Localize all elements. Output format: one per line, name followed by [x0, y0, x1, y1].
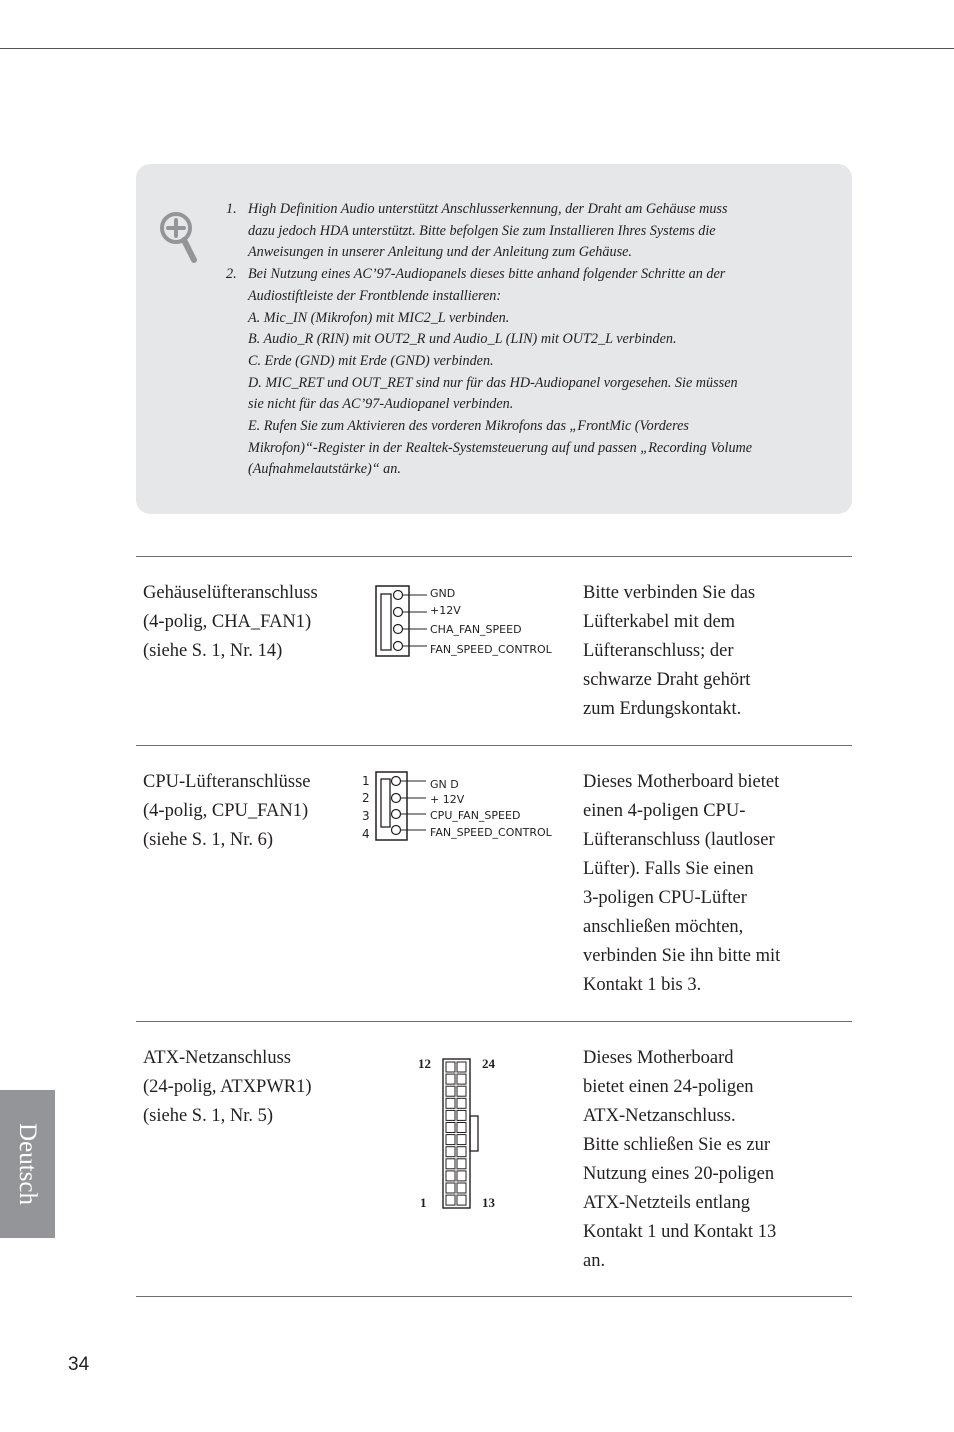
desc-line: Kontakt 1 und Kontakt 13 [583, 1222, 777, 1242]
desc-line: verbinden Sie ihn bitte mit [583, 946, 781, 966]
note-line: Anweisungen in unserer Anleitung und der Anleitung zum Gehäuse. [248, 244, 632, 261]
note-list [226, 199, 786, 481]
note-item [226, 199, 786, 264]
section-rule [136, 1296, 852, 1297]
note-line: C. Erde (GND) mit Erde (GND) verbinden. [248, 352, 494, 369]
pin-label-fan-speed: CPU_FAN_SPEED [430, 809, 521, 822]
note-line: B. Audio_R (RIN) mit OUT2_R und Audio_L (LIN) mit OUT2_L verbinden. [248, 331, 677, 348]
title-line: (4-polig, CHA_FAN1) [143, 612, 312, 632]
atx-pin [446, 1135, 455, 1145]
atx-pin [446, 1195, 455, 1205]
note-line: dazu jedoch HDA unterstützt. Bitte befolgen Sie zum Installieren Ihres Systems die [248, 222, 716, 239]
desc-line: Lüfteranschluss; der [583, 641, 734, 661]
note-line: A. Mic_IN (Mikrofon) mit MIC2_L verbinden. [248, 309, 510, 326]
atx-pin [457, 1171, 466, 1181]
note-item-number: 2. [226, 266, 237, 283]
atx-pin [446, 1147, 455, 1157]
atx-pin [457, 1098, 466, 1108]
note-line: sie nicht für das AC’97-Audiopanel verbinden. [248, 396, 514, 413]
note-line: Mikrofon)“-Register in der Realtek-Systemsteuerung auf und passen „Recording Volume [248, 439, 753, 456]
cha-fan-description [583, 579, 798, 724]
section-rule [136, 1021, 852, 1022]
atx-pin [457, 1074, 466, 1084]
title-line: Gehäuselüfteranschluss [143, 583, 318, 603]
desc-line: zum Erdungskontakt. [583, 699, 742, 719]
atx-pin [457, 1086, 466, 1096]
pin-number: 2 [362, 791, 370, 805]
note-box [136, 164, 852, 514]
atx-pin [457, 1195, 466, 1205]
atx-pin [457, 1135, 466, 1145]
pin-number: 4 [362, 827, 370, 841]
atx-pin [446, 1110, 455, 1120]
cpu-fan-connector-diagram [358, 770, 568, 844]
pin-label-fan-control: FAN_SPEED_CONTROL [430, 826, 552, 839]
atx-pin [457, 1183, 466, 1193]
language-side-tab [0, 1090, 55, 1238]
desc-line: Nutzung eines 20-poligen [583, 1164, 775, 1184]
desc-line: Bitte verbinden Sie das [583, 583, 756, 603]
pin-number-12: 12 [418, 1056, 431, 1071]
desc-line: Lüfter). Falls Sie einen [583, 859, 754, 879]
title-line: (siehe S. 1, Nr. 6) [143, 830, 273, 850]
pin-number-13: 13 [482, 1195, 495, 1210]
pin-number: 3 [362, 809, 370, 823]
title-line: CPU-Lüfteranschlüsse [143, 772, 311, 792]
title-line: ATX-Netzanschluss [143, 1048, 291, 1068]
atx-pin [457, 1062, 466, 1072]
pin-label-fan-control: FAN_SPEED_CONTROL [430, 643, 552, 656]
note-item-number: 1. [226, 201, 237, 217]
atx-pin [446, 1171, 455, 1181]
section-rule [136, 556, 852, 557]
page-number: 34 [68, 1354, 90, 1375]
pin-number-24: 24 [482, 1056, 495, 1071]
atx-pin [446, 1086, 455, 1096]
desc-line: ATX-Netzteils entlang [583, 1193, 750, 1213]
atx-pin [446, 1074, 455, 1084]
atx-pin-grid [446, 1062, 466, 1205]
desc-line: an. [583, 1251, 606, 1271]
atx-pin [446, 1098, 455, 1108]
cpu-fan-description [583, 768, 798, 1000]
desc-line: 3-poligen CPU-Lüfter [583, 888, 747, 908]
desc-line: ATX-Netzanschluss. [583, 1106, 736, 1126]
cha-fan-connector-diagram [372, 582, 572, 662]
atx-power-description [583, 1044, 798, 1276]
desc-line: Dieses Motherboard [583, 1048, 734, 1068]
atx-pin [457, 1159, 466, 1169]
pin-label-fan-speed: CHA_FAN_SPEED [430, 623, 522, 636]
pin-label-12v: + 12V [430, 793, 465, 806]
pin-label-gnd: GND [430, 587, 456, 600]
desc-line: Dieses Motherboard bietet [583, 772, 780, 792]
desc-line: anschließen möchten, [583, 917, 744, 937]
pin-number: 1 [362, 774, 370, 788]
note-item [226, 264, 786, 481]
pin-label-gnd: GN D [430, 778, 459, 791]
atx-pin [457, 1123, 466, 1133]
atx-pin [457, 1110, 466, 1120]
title-line: (24-polig, ATXPWR1) [143, 1077, 312, 1097]
section-rule [136, 745, 852, 746]
desc-line: bietet einen 24-poligen [583, 1077, 754, 1097]
header-rule [0, 48, 954, 49]
atx-pin [446, 1183, 455, 1193]
atx-pin [446, 1123, 455, 1133]
atx-power-title [143, 1044, 358, 1131]
pin-label-12v: +12V [430, 604, 461, 617]
note-line: (Aufnahmelautstärke)“ an. [248, 461, 401, 478]
cpu-fan-title [143, 768, 358, 855]
atx-power-connector-diagram [410, 1052, 510, 1216]
desc-line: Kontakt 1 bis 3. [583, 975, 702, 995]
desc-line: Lüfteranschluss (lautloser [583, 830, 775, 850]
note-line: E. Rufen Sie zum Aktivieren des vorderen Mikrofons das „FrontMic (Vorderes [248, 418, 689, 435]
desc-line: Lüfterkabel mit dem [583, 612, 736, 632]
atx-pin [446, 1062, 455, 1072]
note-line: High Definition Audio unterstützt Anschlusserkennung, der Draht am Gehäuse muss [248, 201, 728, 217]
title-line: (4-polig, CPU_FAN1) [143, 801, 309, 821]
atx-pin [457, 1147, 466, 1157]
note-line: Audiostiftleiste der Frontblende installieren: [248, 287, 502, 304]
desc-line: Bitte schließen Sie es zur [583, 1135, 771, 1155]
cha-fan-title [143, 579, 358, 666]
desc-line: einen 4-poligen CPU- [583, 801, 746, 821]
side-tab-label: Deutsch [14, 1123, 41, 1205]
note-line: D. MIC_RET und OUT_RET sind nur für das HD-Audiopanel vorgesehen. Sie müssen [248, 374, 738, 391]
title-line: (siehe S. 1, Nr. 5) [143, 1106, 273, 1126]
title-line: (siehe S. 1, Nr. 14) [143, 641, 283, 661]
note-line: Bei Nutzung eines AC’97-Audiopanels dieses bitte anhand folgender Schritte an der [248, 266, 726, 283]
desc-line: schwarze Draht gehört [583, 670, 751, 690]
pin-number-1: 1 [420, 1195, 427, 1210]
atx-pin [446, 1159, 455, 1169]
magnifier-plus-icon [158, 210, 202, 266]
